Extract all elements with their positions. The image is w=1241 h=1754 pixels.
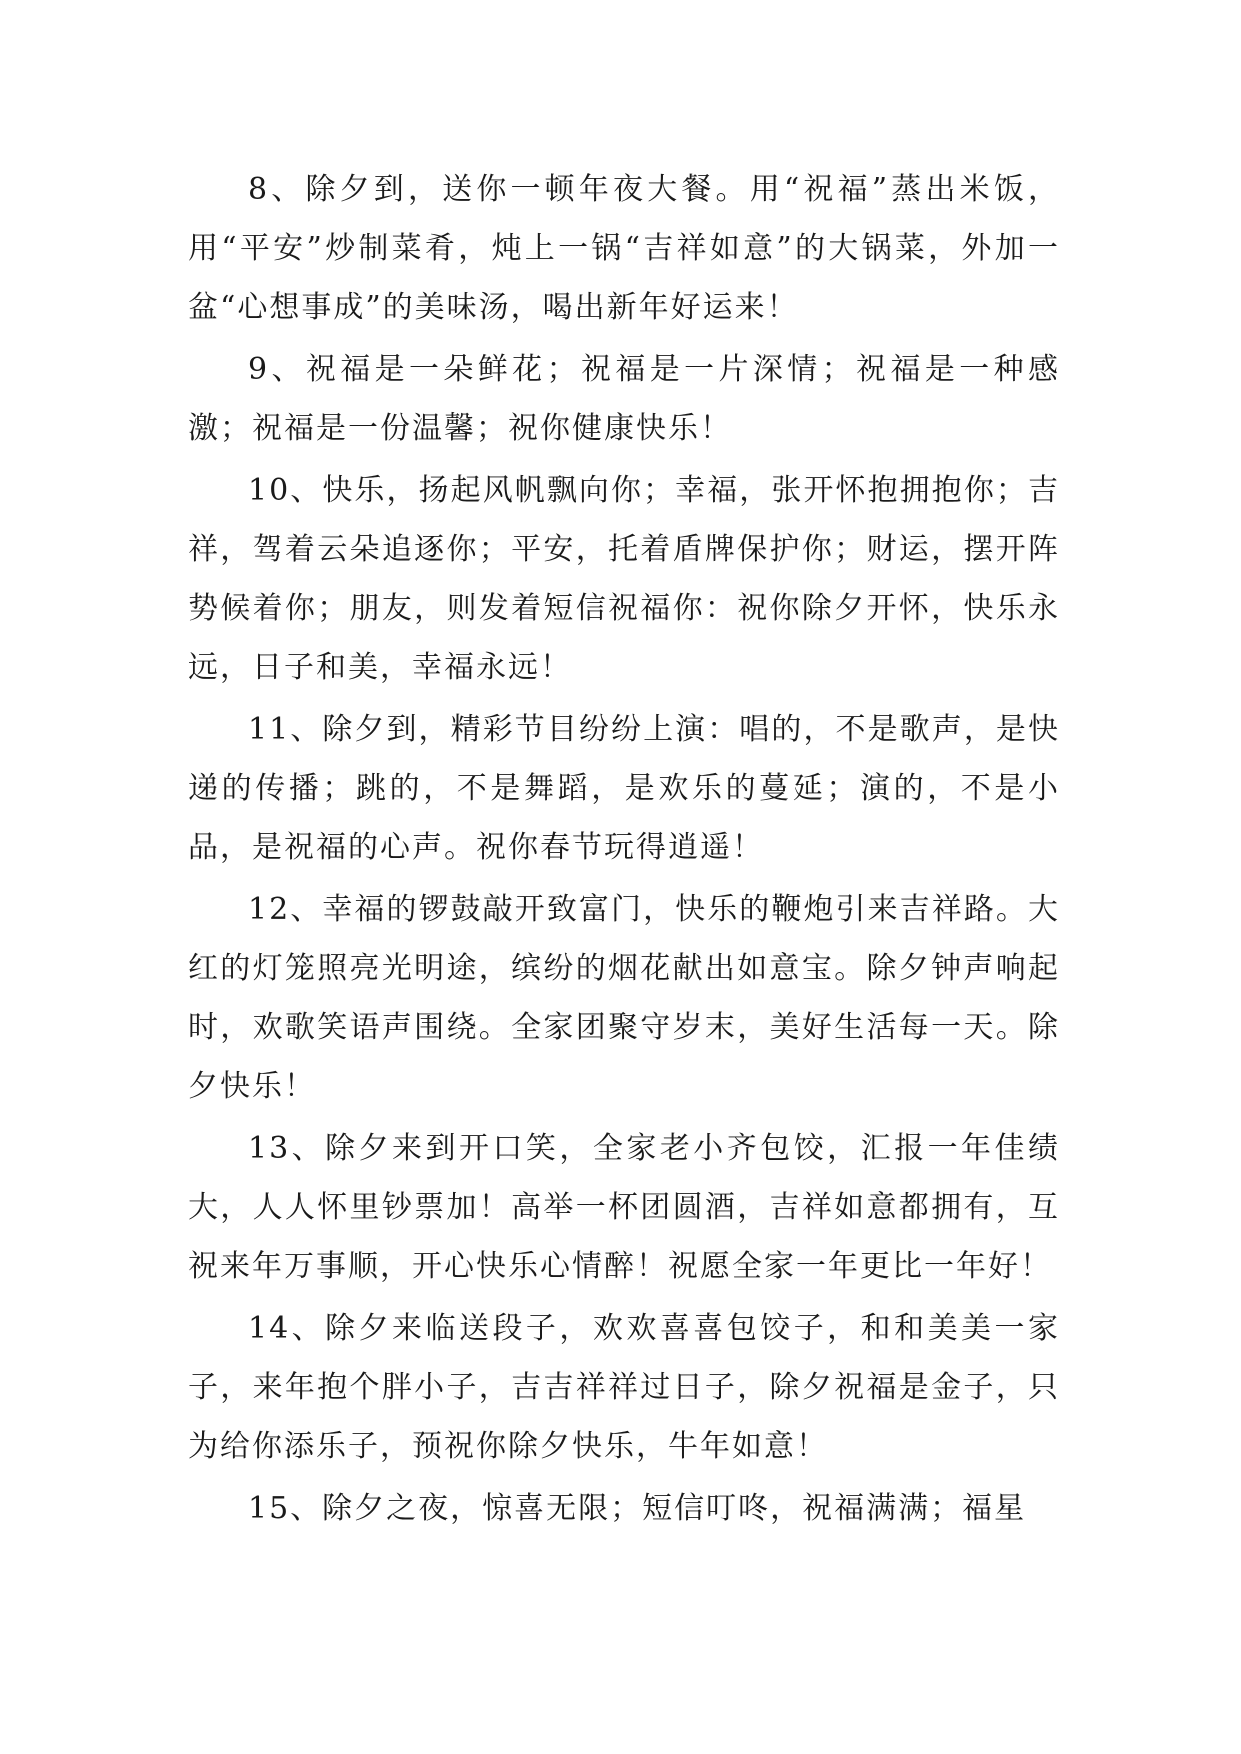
document-body — [188, 160, 1060, 1541]
paragraph-9: 9、祝福是一朵鲜花；祝福是一片深情；祝福是一种感激；祝福是一份温馨；祝你健康快乐！ — [188, 352, 1060, 446]
paragraph-10: 10、快乐，扬起风帆飘向你；幸福，张开怀抱拥抱你；吉祥，驾着云朵追逐你；平安，托着盾牌保护你；财运，摆开阵势候着你；朋友，则发着短信祝福你：祝你除夕开怀，快乐永远，日子和美，幸福永远！ — [188, 473, 1060, 685]
paragraph-8: 8、除夕到，送你一顿年夜大餐。用“祝福”蒸出米饭，用“平安”炒制菜肴，炖上一锅“吉祥如意”的大锅菜，外加一盆“心想事成”的美味汤，喝出新年好运来！ — [188, 172, 1060, 325]
paragraph-12: 12、幸福的锣鼓敲开致富门，快乐的鞭炮引来吉祥路。大红的灯笼照亮光明途，缤纷的烟花献出如意宝。除夕钟声响起时，欢歌笑语声围绕。全家团聚守岁末，美好生活每一天。除夕快乐！ — [188, 892, 1060, 1104]
paragraph-15: 15、除夕之夜，惊喜无限；短信叮咚，祝福满满；福星 — [248, 1491, 1027, 1526]
paragraph-13: 13、除夕来到开口笑，全家老小齐包饺，汇报一年佳绩大，人人怀里钞票加！高举一杯团圆酒，吉祥如意都拥有，互祝来年万事顺，开心快乐心情醉！祝愿全家一年更比一年好！ — [188, 1131, 1060, 1284]
paragraph-14: 14、除夕来临送段子，欢欢喜喜包饺子，和和美美一家子，来年抱个胖小子，吉吉祥祥过日子，除夕祝福是金子，只为给你添乐子，预祝你除夕快乐，牛年如意！ — [188, 1311, 1060, 1464]
paragraph-11: 11、除夕到，精彩节目纷纷上演：唱的，不是歌声，是快递的传播；跳的，不是舞蹈，是欢乐的蔓延；演的，不是小品，是祝福的心声。祝你春节玩得逍遥！ — [188, 712, 1060, 865]
